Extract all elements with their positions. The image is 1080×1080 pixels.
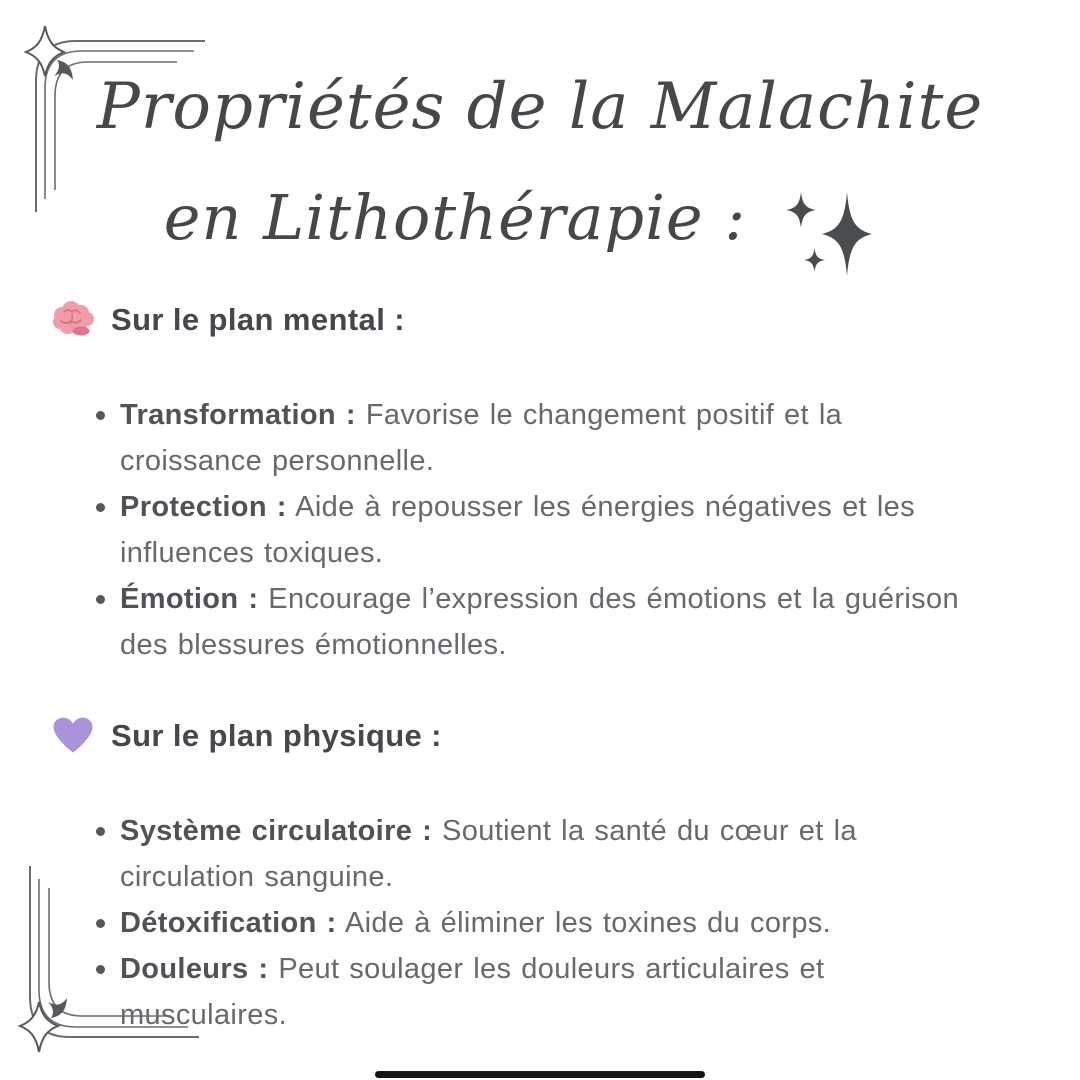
bullet-item bbox=[96, 392, 985, 484]
bullet-term: Protection : bbox=[120, 491, 287, 523]
bullet-desc: Aide à éliminer les toxines du corps. bbox=[344, 907, 832, 939]
bullet-dot bbox=[96, 965, 105, 974]
section-heading-label: Sur le plan mental : bbox=[111, 302, 405, 337]
bullet-item bbox=[96, 946, 985, 1038]
section-heading-label: Sur le plan physique : bbox=[111, 718, 442, 753]
bullet-desc: Encourage l’expression des émotions et la guérison des blessures émotionnelles. bbox=[120, 583, 959, 661]
bullet-text bbox=[120, 392, 985, 484]
section-physique-heading bbox=[50, 716, 985, 756]
bullet-item bbox=[96, 484, 985, 576]
brain-icon bbox=[50, 300, 96, 340]
home-indicator-bar bbox=[375, 1071, 705, 1078]
bullet-desc: Peut soulager les douleurs articulaires et musculaires. bbox=[120, 953, 825, 1031]
section-mental-heading bbox=[50, 300, 985, 340]
sparkle-cluster bbox=[780, 190, 900, 290]
page-title-line1: Propriétés de la Malachite bbox=[96, 70, 984, 144]
bullet-text bbox=[120, 946, 985, 1038]
bullet-desc: Aide à repousser les énergies négatives et les influences toxiques. bbox=[120, 491, 915, 569]
section-mental bbox=[50, 300, 985, 668]
bullet-term: Douleurs : bbox=[120, 953, 269, 985]
bullet-dot bbox=[96, 595, 105, 604]
bullet-dot bbox=[96, 827, 105, 836]
bullet-list-mental bbox=[50, 392, 985, 668]
sparkle-icon bbox=[822, 192, 872, 276]
page-title bbox=[0, 48, 1080, 270]
bullet-dot bbox=[96, 411, 105, 420]
page-title-line2: en Lithothérapie : bbox=[163, 181, 747, 254]
bullet-desc: Soutient la santé du cœur et la circulation sanguine. bbox=[120, 815, 857, 893]
bullet-term: Système circulatoire : bbox=[120, 815, 433, 847]
bullet-text bbox=[120, 576, 985, 668]
bullet-term: Transformation : bbox=[120, 399, 356, 431]
bullet-dot bbox=[96, 919, 105, 928]
bullet-text bbox=[120, 484, 985, 576]
bullet-item bbox=[96, 576, 985, 668]
bullet-list-physique bbox=[50, 808, 985, 1038]
bullet-item bbox=[96, 808, 985, 900]
bullet-item bbox=[96, 900, 985, 946]
bullet-desc: Favorise le changement positif et la croissance personnelle. bbox=[120, 399, 843, 477]
bullet-term: Détoxification : bbox=[120, 907, 337, 939]
bullet-text bbox=[120, 900, 831, 946]
bullet-text bbox=[120, 808, 985, 900]
section-physique bbox=[50, 716, 985, 1038]
sparkle-icon bbox=[804, 248, 825, 272]
sparkle-icon bbox=[786, 192, 816, 228]
bullet-dot bbox=[96, 503, 105, 512]
purple-heart-icon bbox=[50, 716, 96, 756]
bullet-term: Émotion : bbox=[120, 583, 259, 615]
